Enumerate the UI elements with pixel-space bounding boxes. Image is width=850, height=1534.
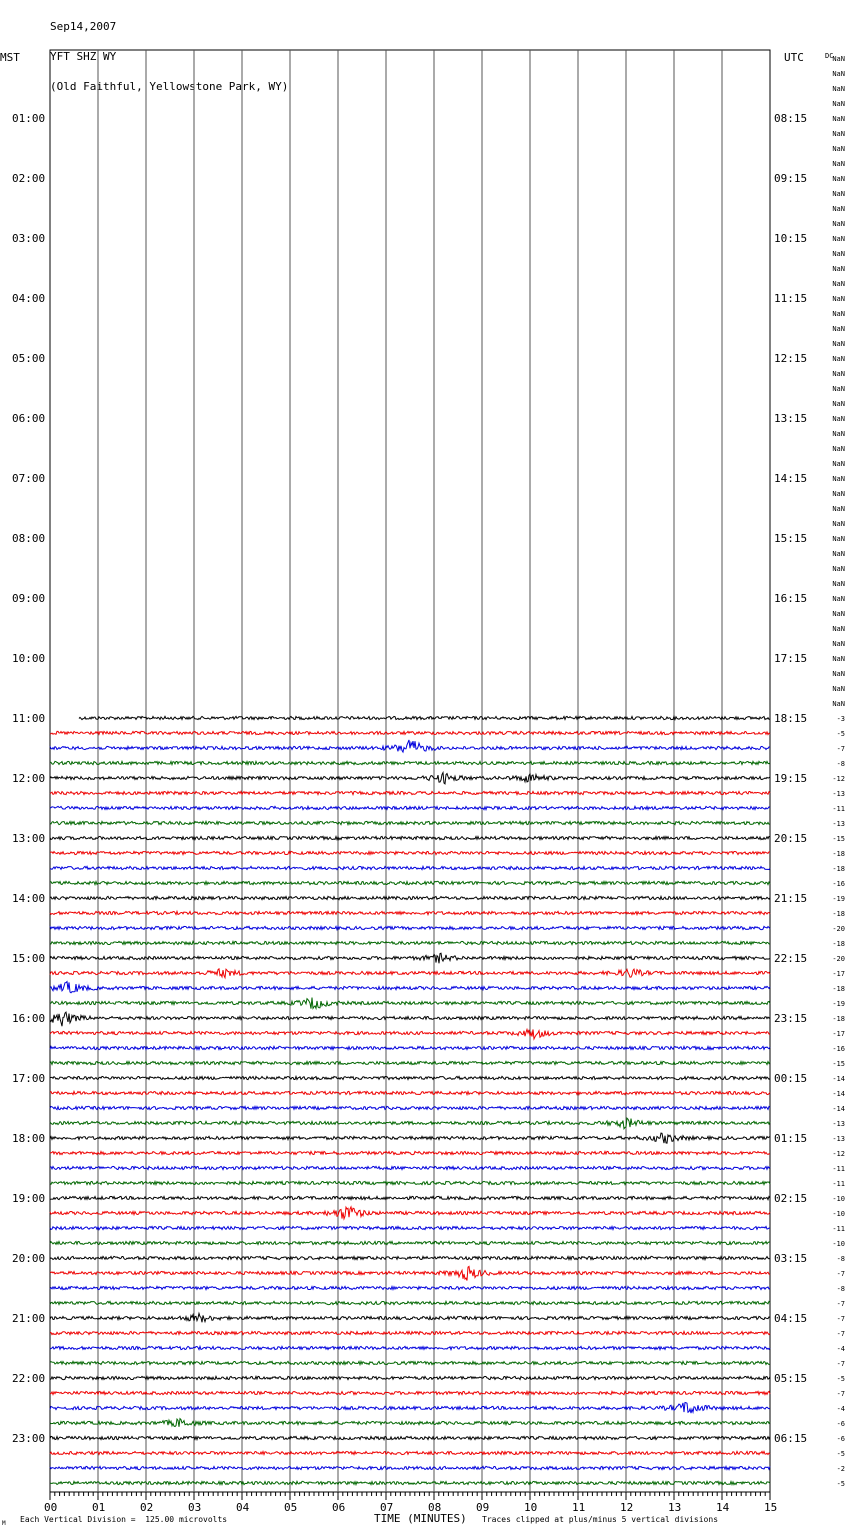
dc-offset-label: -18: [832, 850, 845, 858]
seismic-trace: [50, 731, 770, 734]
seismic-trace: [50, 1313, 770, 1322]
station-location: (Old Faithful, Yellowstone Park, WY): [50, 80, 289, 93]
dc-offset-label: NaN: [832, 640, 845, 648]
dc-offset-label: NaN: [832, 205, 845, 213]
record-date: Sep14,2007: [50, 20, 117, 33]
dc-offset-label: NaN: [832, 295, 845, 303]
dc-offset-label: -18: [832, 910, 845, 918]
left-hour-label: 17:00: [12, 1072, 46, 1085]
footer-scale-note: Each Vertical Division = 125.00 microvolts: [20, 1515, 228, 1524]
right-hour-label: 08:15: [774, 112, 808, 125]
footer-clip-note: Traces clipped at plus/minus 5 vertical divisions: [482, 1515, 719, 1524]
seismic-trace: [50, 1166, 770, 1169]
x-tick-label: 05: [284, 1501, 298, 1514]
x-tick-label: 15: [764, 1501, 778, 1514]
left-hour-label: 20:00: [12, 1252, 46, 1265]
seismic-trace: [50, 1151, 770, 1154]
left-hour-label: 02:00: [12, 172, 46, 185]
dc-offset-label: NaN: [832, 700, 845, 708]
left-hour-label: 06:00: [12, 412, 46, 425]
right-hour-label: 11:15: [774, 292, 808, 305]
right-hour-label: 10:15: [774, 232, 808, 245]
left-hour-label: 07:00: [12, 472, 46, 485]
seismic-trace: [50, 761, 770, 764]
dc-offset-label: NaN: [832, 460, 845, 468]
dc-offset-label: -11: [832, 1225, 845, 1233]
dc-header-label: DC: [825, 52, 834, 60]
dc-offset-label: NaN: [832, 325, 845, 333]
x-tick-label: 08: [428, 1501, 442, 1514]
left-hour-label: 03:00: [12, 232, 46, 245]
seismic-trace: [50, 791, 770, 794]
seismic-trace: [50, 911, 770, 914]
left-hour-label: 08:00: [12, 532, 46, 545]
seismic-trace: [50, 1361, 770, 1364]
dc-offset-label: NaN: [832, 445, 845, 453]
dc-offset-label: NaN: [832, 115, 845, 123]
dc-offset-label: NaN: [832, 565, 845, 573]
seismic-trace: [50, 1376, 770, 1379]
left-hour-label: 09:00: [12, 592, 46, 605]
dc-offset-label: -12: [832, 1150, 845, 1158]
dc-offset-label: -15: [832, 1060, 845, 1068]
x-tick-label: 03: [188, 1501, 202, 1514]
dc-offset-label: -11: [832, 1180, 845, 1188]
dc-offset-label: -16: [832, 880, 845, 888]
seismic-trace: [50, 1301, 770, 1304]
dc-offset-label: NaN: [832, 520, 845, 528]
seismic-trace: [50, 866, 770, 869]
seismic-trace: [50, 806, 770, 809]
dc-offset-label: -10: [832, 1240, 845, 1248]
dc-offset-label: NaN: [832, 550, 845, 558]
dc-offset-label: -5: [836, 1480, 845, 1488]
dc-offset-label: NaN: [832, 340, 845, 348]
dc-offset-label: -7: [836, 1300, 845, 1308]
dc-offset-label: -7: [836, 745, 845, 753]
dc-offset-label: NaN: [832, 400, 845, 408]
dc-offset-label: NaN: [832, 220, 845, 228]
right-hour-label: 21:15: [774, 892, 808, 905]
dc-offset-label: NaN: [832, 625, 845, 633]
seismic-trace: [50, 851, 770, 854]
right-hour-label: 22:15: [774, 952, 808, 965]
x-tick-label: 01: [92, 1501, 106, 1514]
right-hour-label: 09:15: [774, 172, 808, 185]
dc-offset-label: -8: [836, 1255, 845, 1263]
dc-offset-label: -3: [836, 715, 845, 723]
dc-offset-label: NaN: [832, 685, 845, 693]
left-hour-label: 05:00: [12, 352, 46, 365]
dc-offset-label: NaN: [832, 190, 845, 198]
x-tick-label: 13: [668, 1501, 682, 1514]
seismic-trace: [50, 1266, 770, 1280]
dc-offset-label: NaN: [832, 655, 845, 663]
footer-mark: M: [2, 1520, 6, 1527]
right-hour-label: 00:15: [774, 1072, 808, 1085]
dc-offset-label: -17: [832, 970, 845, 978]
seismic-trace: [50, 1403, 770, 1414]
dc-offset-label: NaN: [832, 370, 845, 378]
seismic-trace: [50, 1029, 770, 1039]
dc-offset-label: -7: [836, 1360, 845, 1368]
right-hour-label: 13:15: [774, 412, 808, 425]
seismic-trace: [50, 1046, 770, 1049]
dc-offset-label: -19: [832, 1000, 845, 1008]
dc-offset-label: NaN: [832, 85, 845, 93]
seismic-trace: [50, 1091, 770, 1094]
dc-offset-label: -13: [832, 1120, 845, 1128]
right-hour-label: 20:15: [774, 832, 808, 845]
plot-frame: [50, 50, 770, 1492]
dc-offset-label: NaN: [832, 265, 845, 273]
dc-offset-label: -6: [836, 1420, 845, 1428]
left-hour-label: 14:00: [12, 892, 46, 905]
left-hour-label: 12:00: [12, 772, 46, 785]
seismic-trace: [50, 1061, 770, 1064]
dc-offset-label: -5: [836, 730, 845, 738]
left-hour-label: 10:00: [12, 652, 46, 665]
dc-offset-label: NaN: [832, 145, 845, 153]
dc-offset-label: -7: [836, 1390, 845, 1398]
right-hour-label: 16:15: [774, 592, 808, 605]
dc-offset-label: NaN: [832, 595, 845, 603]
dc-offset-label: -5: [836, 1375, 845, 1383]
x-tick-label: 07: [380, 1501, 394, 1514]
left-hour-label: 23:00: [12, 1432, 46, 1445]
x-tick-label: 04: [236, 1501, 250, 1514]
seismic-trace: [50, 1196, 770, 1199]
seismic-trace: [50, 773, 770, 784]
right-hour-label: 04:15: [774, 1312, 808, 1325]
dc-offset-label: -15: [832, 835, 845, 843]
dc-offset-label: -17: [832, 1030, 845, 1038]
seismic-trace: [50, 941, 770, 944]
left-hour-label: 01:00: [12, 112, 46, 125]
dc-offset-label: -7: [836, 1315, 845, 1323]
seismic-trace: [50, 836, 770, 839]
dc-offset-label: -10: [832, 1195, 845, 1203]
dc-offset-label: NaN: [832, 310, 845, 318]
dc-offset-label: -14: [832, 1090, 845, 1098]
seismic-trace: [50, 1331, 770, 1334]
dc-offset-label: -11: [832, 1165, 845, 1173]
dc-offset-label: NaN: [832, 280, 845, 288]
seismic-trace: [50, 821, 770, 824]
seismic-trace: [50, 953, 770, 963]
left-hour-label: 04:00: [12, 292, 46, 305]
seismic-trace: [50, 1076, 770, 1079]
dc-offset-label: NaN: [832, 235, 845, 243]
dc-offset-label: -4: [836, 1405, 845, 1413]
left-hour-label: 18:00: [12, 1132, 46, 1145]
seismic-trace: [50, 1286, 770, 1289]
seismic-trace: [50, 1207, 770, 1219]
dc-offset-label: NaN: [832, 415, 845, 423]
station-code: YFT SHZ WY: [50, 50, 117, 63]
seismic-trace: [50, 1346, 770, 1349]
seismic-trace: [50, 1133, 770, 1143]
left-timezone-label: MST: [0, 51, 20, 64]
dc-offset-label: NaN: [832, 610, 845, 618]
seismic-trace: [50, 1256, 770, 1259]
dc-offset-label: -20: [832, 955, 845, 963]
right-hour-label: 06:15: [774, 1432, 808, 1445]
dc-offset-label: NaN: [832, 475, 845, 483]
dc-offset-label: -7: [836, 1270, 845, 1278]
dc-offset-label: -19: [832, 895, 845, 903]
left-hour-label: 15:00: [12, 952, 46, 965]
right-hour-label: 02:15: [774, 1192, 808, 1205]
right-hour-label: 14:15: [774, 472, 808, 485]
right-hour-label: 18:15: [774, 712, 808, 725]
dc-offset-label: -12: [832, 775, 845, 783]
dc-offset-label: NaN: [832, 70, 845, 78]
seismic-trace: [50, 1181, 770, 1184]
dc-offset-label: -8: [836, 760, 845, 768]
seismic-trace: [50, 1419, 770, 1427]
x-tick-label: 02: [140, 1501, 154, 1514]
dc-offset-label: NaN: [832, 535, 845, 543]
seismic-trace: [50, 740, 770, 752]
x-tick-label: 10: [524, 1501, 538, 1514]
dc-offset-label: NaN: [832, 130, 845, 138]
dc-offset-label: -11: [832, 805, 845, 813]
seismic-trace: [50, 1118, 770, 1129]
dc-offset-label: -18: [832, 985, 845, 993]
dc-offset-label: -13: [832, 820, 845, 828]
dc-offset-label: NaN: [832, 175, 845, 183]
dc-offset-label: NaN: [832, 670, 845, 678]
dc-offset-label: NaN: [832, 580, 845, 588]
x-tick-label: 12: [620, 1501, 634, 1514]
dc-offset-label: NaN: [832, 355, 845, 363]
right-hour-label: 19:15: [774, 772, 808, 785]
dc-offset-label: -14: [832, 1105, 845, 1113]
seismic-trace: [50, 1106, 770, 1109]
dc-offset-label: -16: [832, 1045, 845, 1053]
dc-offset-label: -13: [832, 1135, 845, 1143]
seismic-trace: [50, 1226, 770, 1229]
x-tick-label: 11: [572, 1501, 586, 1514]
right-hour-label: 23:15: [774, 1012, 808, 1025]
dc-offset-label: -2: [836, 1465, 845, 1473]
x-tick-label: 14: [716, 1501, 730, 1514]
left-hour-label: 21:00: [12, 1312, 46, 1325]
seismic-trace: [50, 1481, 770, 1484]
left-hour-label: 13:00: [12, 832, 46, 845]
dc-offset-label: -14: [832, 1075, 845, 1083]
dc-offset-label: NaN: [832, 430, 845, 438]
dc-offset-label: -4: [836, 1345, 845, 1353]
seismic-trace: [50, 926, 770, 929]
plot-grid: [50, 50, 770, 1500]
dc-offset-label: -5: [836, 1450, 845, 1458]
x-tick-label: 00: [44, 1501, 58, 1514]
dc-offset-label: NaN: [832, 55, 845, 63]
left-hour-label: 11:00: [12, 712, 46, 725]
dc-offset-label: NaN: [832, 490, 845, 498]
x-tick-label: 09: [476, 1501, 490, 1514]
right-hour-label: 05:15: [774, 1372, 808, 1385]
seismic-trace: [50, 881, 770, 884]
seismic-trace: [50, 998, 770, 1009]
dc-offset-label: -8: [836, 1285, 845, 1293]
dc-offset-label: -7: [836, 1330, 845, 1338]
x-tick-label: 06: [332, 1501, 346, 1514]
seismic-trace: [50, 982, 770, 993]
seismic-trace: [79, 716, 770, 719]
right-hour-label: 12:15: [774, 352, 808, 365]
dc-offset-label: NaN: [832, 385, 845, 393]
dc-offset-label: -13: [832, 790, 845, 798]
right-hour-label: 15:15: [774, 532, 808, 545]
right-hour-label: 03:15: [774, 1252, 808, 1265]
dc-offset-label: NaN: [832, 505, 845, 513]
left-hour-label: 19:00: [12, 1192, 46, 1205]
left-hour-label: 16:00: [12, 1012, 46, 1025]
dc-offset-label: -20: [832, 925, 845, 933]
right-hour-label: 17:15: [774, 652, 808, 665]
dc-offset-label: -18: [832, 940, 845, 948]
seismic-trace: [50, 896, 770, 899]
seismic-trace: [50, 1391, 770, 1394]
seismic-trace: [50, 1451, 770, 1454]
seismic-trace: [50, 1241, 770, 1244]
dc-offset-label: NaN: [832, 250, 845, 258]
right-timezone-label: UTC: [784, 51, 804, 64]
dc-offset-label: -10: [832, 1210, 845, 1218]
trace-group: [50, 716, 770, 1484]
seismic-trace: [50, 1436, 770, 1439]
dc-offset-label: -18: [832, 1015, 845, 1023]
seismic-trace: [50, 1466, 770, 1469]
dc-offset-label: NaN: [832, 100, 845, 108]
seismic-trace: [50, 969, 770, 978]
dc-offset-label: -18: [832, 865, 845, 873]
right-hour-label: 01:15: [774, 1132, 808, 1145]
left-hour-label: 22:00: [12, 1372, 46, 1385]
dc-offset-label: NaN: [832, 160, 845, 168]
dc-offset-label: -6: [836, 1435, 845, 1443]
seismic-trace: [50, 1012, 770, 1026]
x-axis-label: TIME (MINUTES): [374, 1512, 467, 1525]
